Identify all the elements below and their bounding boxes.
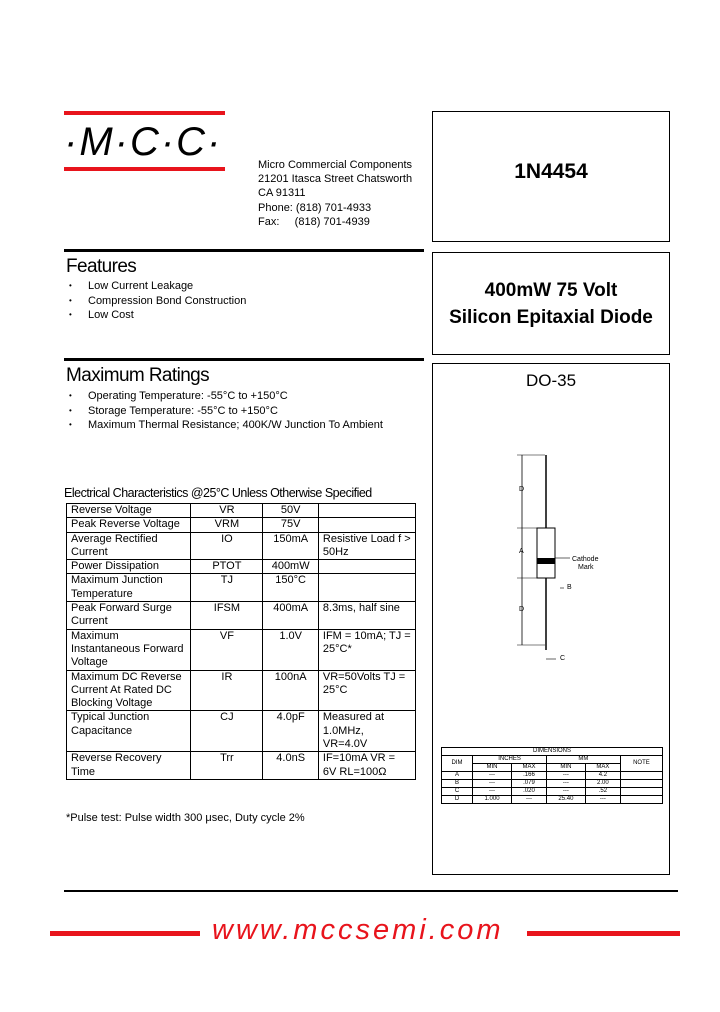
dim-cell: D: [442, 796, 473, 804]
logo-bar-bottom: [64, 167, 225, 171]
table-row: [67, 560, 416, 574]
dim-row: [442, 796, 663, 804]
company-phone: Phone: (818) 701-4933: [258, 201, 372, 214]
dim-cell: [620, 772, 662, 780]
dim-cell: ---: [546, 772, 585, 780]
dim-cell: [620, 788, 662, 796]
symbol-cell: PTOT: [191, 560, 263, 574]
dim-cell: ---: [546, 788, 585, 796]
dim-label-c: C: [560, 655, 566, 662]
value-cell: 100nA: [263, 670, 318, 711]
dim-cell: ---: [473, 788, 512, 796]
table-row: [67, 670, 416, 711]
dim-cell: 25.40: [546, 796, 585, 804]
description-box: [432, 252, 670, 355]
dim-header-in-max: MAX: [511, 764, 546, 772]
company-fax: Fax: (818) 701-4939: [258, 215, 370, 228]
company-address: [258, 158, 412, 229]
table-row: [67, 574, 416, 602]
value-cell: 150°C: [263, 574, 318, 602]
dimensions-title: DIMENSIONS: [442, 748, 663, 756]
symbol-cell: Trr: [191, 752, 263, 780]
symbol-cell: VR: [191, 504, 263, 518]
param-cell: Reverse Recovery Time: [67, 752, 191, 780]
condition-cell: Measured at 1.0MHz, VR=4.0V: [318, 711, 415, 752]
ratings-rule: [64, 358, 424, 361]
dim-header-dim: DIM: [442, 756, 473, 772]
description-line2: Silicon Epitaxial Diode: [449, 307, 653, 328]
dim-cell: B: [442, 780, 473, 788]
dim-cell: 2.00: [585, 780, 620, 788]
value-cell: 150mA: [263, 532, 318, 560]
condition-cell: 8.3ms, half sine: [318, 602, 415, 630]
footer-rule: [64, 890, 678, 892]
condition-cell: [318, 504, 415, 518]
dim-cell: .079: [511, 780, 546, 788]
website-link[interactable]: www.mccsemi.com: [212, 914, 504, 946]
symbol-cell: VRM: [191, 518, 263, 532]
param-cell: Maximum Junction Temperature: [67, 574, 191, 602]
ratings-heading: Maximum Ratings: [66, 365, 210, 386]
ratings-list: [66, 389, 426, 433]
logo-bar-top: [64, 111, 225, 115]
symbol-cell: VF: [191, 629, 263, 670]
table-row: [67, 504, 416, 518]
dim-cell: .52: [585, 788, 620, 796]
value-cell: 400mW: [263, 560, 318, 574]
cathode-label-line1: Cathode: [572, 556, 599, 563]
company-street: 21201 Itasca Street Chatsworth: [258, 173, 413, 186]
symbol-cell: TJ: [191, 574, 263, 602]
dim-group-mm: MM: [546, 756, 620, 764]
elec-table: [66, 503, 416, 780]
elec-title: Electrical Characteristics @25°C Unless Otherwise Specified: [64, 486, 372, 500]
features-rule: [64, 249, 424, 252]
dim-label-b: B: [567, 584, 572, 591]
param-cell: Peak Reverse Voltage: [67, 518, 191, 532]
value-cell: 1.0V: [263, 629, 318, 670]
dim-header-in-min: MIN: [473, 764, 512, 772]
condition-cell: VR=50Volts TJ = 25°C: [318, 670, 415, 711]
part-number: 1N4454: [514, 160, 588, 183]
param-cell: Maximum DC Reverse Current At Rated DC Blocking Voltage: [67, 670, 191, 711]
company-city: CA 91311: [258, 187, 306, 200]
value-cell: 400mA: [263, 602, 318, 630]
dimensions-table: [441, 747, 663, 804]
param-cell: Typical Junction Capacitance: [67, 711, 191, 752]
dim-header-note: NOTE: [620, 756, 662, 772]
dim-label-d-top: D: [519, 486, 525, 493]
condition-cell: Resistive Load f > 50Hz: [318, 532, 415, 560]
dim-cell: .166: [511, 772, 546, 780]
symbol-cell: IFSM: [191, 602, 263, 630]
list-item: • Maximum Thermal Resistance; 400K/W Junction To Ambient: [66, 418, 426, 433]
mcc-logo: ·M·C·C·: [64, 120, 223, 164]
dim-cell: C: [442, 788, 473, 796]
condition-cell: IFM = 10mA; TJ = 25°C*: [318, 629, 415, 670]
dim-cell: A: [442, 772, 473, 780]
dim-cell: ---: [473, 772, 512, 780]
symbol-cell: IR: [191, 670, 263, 711]
dim-header-mm-max: MAX: [585, 764, 620, 772]
param-cell: Reverse Voltage: [67, 504, 191, 518]
symbol-cell: CJ: [191, 711, 263, 752]
list-item: • Operating Temperature: -55°C to +150°C: [66, 389, 426, 404]
table-row: [67, 602, 416, 630]
condition-cell: [318, 574, 415, 602]
cathode-label-line2: Mark: [578, 564, 594, 571]
condition-cell: [318, 518, 415, 532]
dim-cell: [620, 780, 662, 788]
list-item: • Low Cost: [66, 308, 426, 323]
value-cell: 75V: [263, 518, 318, 532]
condition-cell: [318, 560, 415, 574]
features-list: [66, 279, 426, 323]
symbol-cell: IO: [191, 532, 263, 560]
company-name: Micro Commercial Components: [258, 159, 413, 171]
dim-cell: ---: [473, 780, 512, 788]
description-line1: 400mW 75 Volt: [484, 280, 618, 301]
list-item: • Storage Temperature: -55°C to +150°C: [66, 404, 426, 419]
dim-group-inches: INCHES: [473, 756, 547, 764]
dim-row: [442, 772, 663, 780]
dim-cell: 4.2: [585, 772, 620, 780]
dim-cell: ---: [546, 780, 585, 788]
dim-label-a: A: [519, 548, 524, 555]
features-heading: Features: [66, 256, 137, 277]
value-cell: 50V: [263, 504, 318, 518]
dim-row: [442, 780, 663, 788]
list-item: • Low Current Leakage: [66, 279, 426, 294]
param-cell: Maximum Instantaneous Forward Voltage: [67, 629, 191, 670]
part-number-box: [432, 111, 670, 242]
pulse-test-footnote: *Pulse test: Pulse width 300 μsec, Duty cycle 2%: [66, 812, 305, 824]
list-item: • Compression Bond Construction: [66, 294, 426, 309]
table-row: [67, 629, 416, 670]
dim-cell: ---: [511, 796, 546, 804]
footer-bar-left: [50, 931, 200, 936]
package-title: DO-35: [525, 371, 577, 390]
dim-cell: [620, 796, 662, 804]
condition-cell: IF=10mA VR = 6V RL=100Ω: [318, 752, 415, 780]
param-cell: Peak Forward Surge Current: [67, 602, 191, 630]
dim-header-mm-min: MIN: [546, 764, 585, 772]
dim-cell: 1.000: [473, 796, 512, 804]
param-cell: Power Dissipation: [67, 560, 191, 574]
table-row: [67, 518, 416, 532]
cathode-mark-label: [572, 556, 598, 572]
dim-cell: .020: [511, 788, 546, 796]
table-row: [67, 532, 416, 560]
table-row: [67, 711, 416, 752]
param-cell: Average Rectified Current: [67, 532, 191, 560]
table-row: [67, 752, 416, 780]
value-cell: 4.0pF: [263, 711, 318, 752]
dim-row: [442, 788, 663, 796]
footer-bar-right: [527, 931, 680, 936]
value-cell: 4.0nS: [263, 752, 318, 780]
dim-label-d-bottom: D: [519, 606, 525, 613]
dim-cell: ---: [585, 796, 620, 804]
